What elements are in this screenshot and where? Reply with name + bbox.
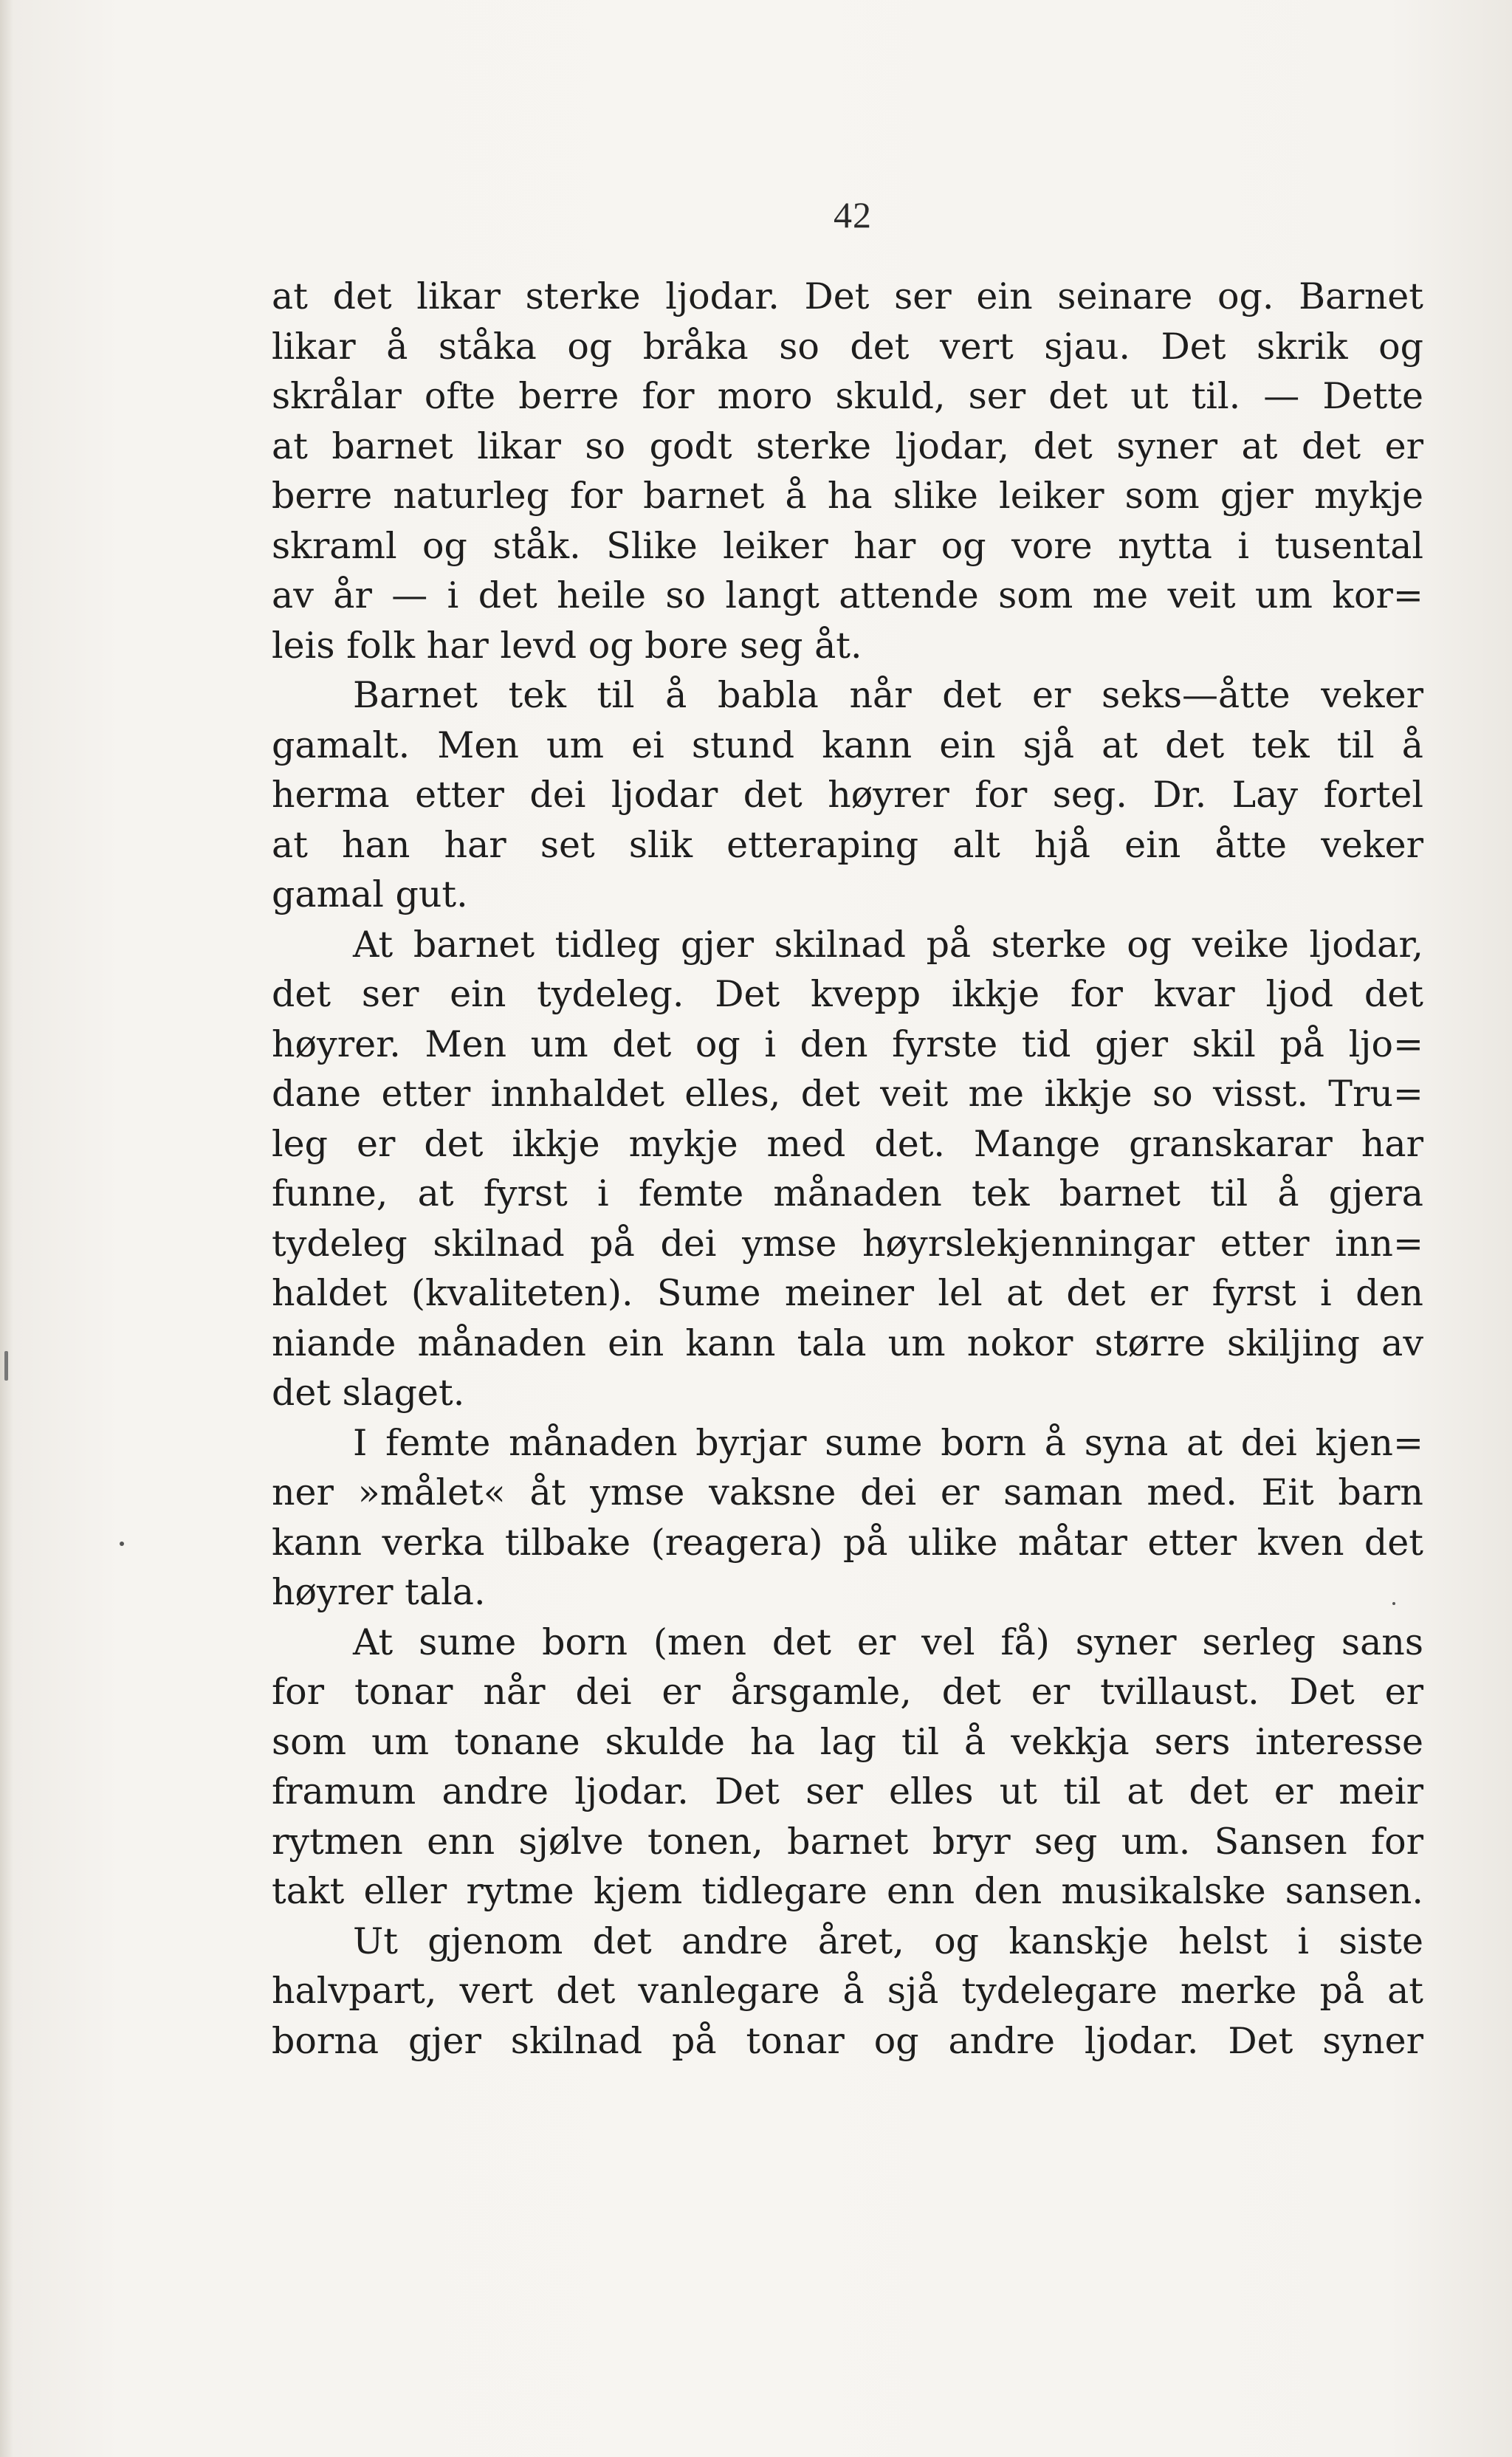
text-line: skraml og ståk. Slike leiker har og vore nytta i tusental — [272, 524, 1423, 567]
text-line: av år — i det heile so langt attende som me veit um kor= — [272, 574, 1423, 616]
text-line: leis folk har levd og bore seg åt. — [272, 624, 862, 667]
text-line: herma etter dei ljodar det høyrer for seg. Dr. Lay fortel — [272, 774, 1423, 816]
text-line: tydeleg skilnad på dei ymse høyrslekjenningar etter inn= — [272, 1222, 1423, 1265]
text-line: at barnet likar so godt sterke ljodar, det syner at det er — [272, 425, 1423, 467]
text-line: likar å ståka og bråka so det vert sjau. Det skrik og — [272, 325, 1423, 368]
page-number: 42 — [834, 194, 872, 236]
text-line: ner »målet« åt ymse vaksne dei er saman med. Eit barn — [272, 1471, 1423, 1513]
text-line: gamal gut. — [272, 873, 468, 915]
text-line: gamalt. Men um ei stund kann ein sjå at det tek til å — [272, 724, 1423, 766]
text-line: det slaget. — [272, 1372, 465, 1414]
text-line: høyrer. Men um det og i den fyrste tid gjer skil på ljo= — [272, 1023, 1423, 1065]
text-line: at det likar sterke ljodar. Det ser ein seinare og. Barnet — [272, 275, 1423, 317]
text-line: skrålar ofte berre for moro skuld, ser det ut til. — Dette — [272, 375, 1423, 417]
text-line: Barnet tek til å babla når det er seks—åtte veker — [353, 674, 1423, 716]
body-text — [272, 272, 1423, 2066]
text-line: halvpart, vert det vanlegare å sjå tydelegare merke på at — [272, 1970, 1423, 2012]
text-line: dane etter innhaldet elles, det veit me ikkje so visst. Tru= — [272, 1073, 1423, 1115]
text-line: berre naturleg for barnet å ha slike leiker som gjer mykje — [272, 475, 1423, 517]
text-line: som um tonane skulde ha lag til å vekkja sers interesse — [272, 1720, 1423, 1763]
text-line: funne, at fyrst i femte månaden tek barnet til å gjera — [272, 1172, 1423, 1214]
text-line: At barnet tidleg gjer skilnad på sterke og veike ljodar, — [353, 923, 1423, 966]
text-line: for tonar når dei er årsgamle, det er tvillaust. Det er — [272, 1671, 1423, 1713]
text-line: leg er det ikkje mykje med det. Mange granskarar har — [272, 1122, 1423, 1165]
text-line: borna gjer skilnad på tonar og andre ljodar. Det syner — [272, 2019, 1423, 2062]
text-line: At sume born (men det er vel få) syner serleg sans — [353, 1621, 1423, 1663]
text-line: I femte månaden byrjar sume born å syna at dei kjen= — [353, 1421, 1423, 1464]
text-line: at han har set slik etteraping alt hjå ein åtte veker — [272, 823, 1423, 866]
scan-speck — [4, 1351, 8, 1381]
scan-speck — [1392, 1602, 1395, 1605]
text-line: rytmen enn sjølve tonen, barnet bryr seg um. Sansen for — [272, 1820, 1423, 1863]
text-line: takt eller rytme kjem tidlegare enn den musikalske sansen. — [272, 1870, 1423, 1912]
text-line: haldet (kvaliteten). Sume meiner lel at det er fyrst i den — [272, 1272, 1423, 1314]
text-line: høyrer tala. — [272, 1571, 486, 1613]
text-line: niande månaden ein kann tala um nokor større skiljing av — [272, 1322, 1423, 1364]
text-line: kann verka tilbake (reagera) på ulike måtar etter kven det — [272, 1521, 1423, 1564]
scan-edge — [0, 0, 13, 2457]
text-line: Ut gjenom det andre året, og kanskje helst i siste — [353, 1920, 1423, 1962]
text-line: framum andre ljodar. Det ser elles ut til at det er meir — [272, 1770, 1423, 1812]
text-line: det ser ein tydeleg. Det kvepp ikkje for kvar ljod det — [272, 973, 1423, 1015]
scan-speck — [120, 1542, 124, 1546]
